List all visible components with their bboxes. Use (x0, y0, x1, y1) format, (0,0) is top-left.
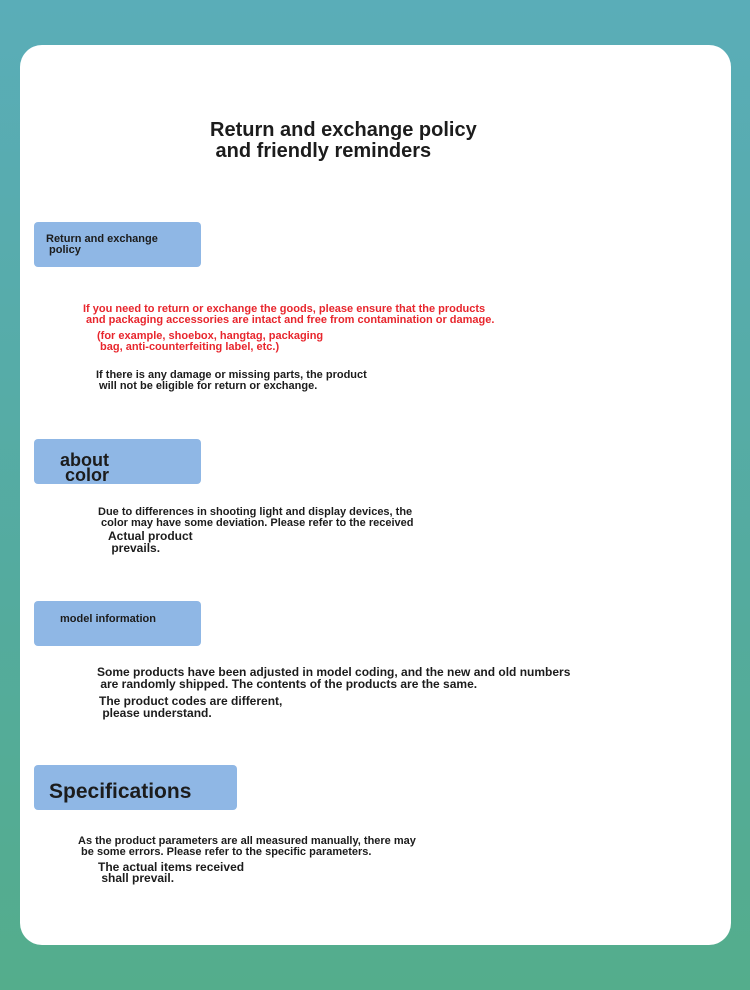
section-tag-return-exchange (34, 222, 201, 267)
section-tag-label: model information (60, 613, 156, 625)
model-coding-text: Some products have been adjusted in model coding, and the new and old numbers are randomly shipped. The contents of the products are the same. (97, 665, 571, 691)
color-prevails-text: Actual product prevails. (108, 529, 193, 555)
return-condition-text: If you need to return or exchange the goods, please ensure that the products and packaging accessories are intact and free from contamination or damage. (83, 303, 495, 326)
section-tag-label: Specifications (49, 780, 192, 803)
section-tag-model-information (34, 601, 201, 646)
specifications-prevail-text: The actual items received shall prevail. (98, 860, 245, 885)
model-codes-text: The product codes are different, please understand. (99, 694, 283, 720)
section-tag-specifications (34, 765, 237, 810)
section-tag-label: about color (60, 450, 110, 485)
page-title: Return and exchange policy and friendly reminders (210, 119, 477, 162)
section-tag-about-color (34, 439, 201, 484)
return-examples-text: (for example, shoebox, hangtag, packaging bag, anti-counterfeiting label, etc.) (97, 330, 324, 353)
policy-card (20, 45, 731, 945)
specifications-measurement-text: As the product parameters are all measured manually, there may be some errors. Please refer to the specific parameters. (78, 835, 416, 858)
section-tag-label: Return and exchange policy (46, 233, 158, 256)
return-ineligible-text: If there is any damage or missing parts, the product will not be eligible for return or exchange. (96, 369, 367, 392)
color-deviation-text: Due to differences in shooting light and display devices, the color may have some deviation. Please refer to the received (98, 506, 414, 529)
